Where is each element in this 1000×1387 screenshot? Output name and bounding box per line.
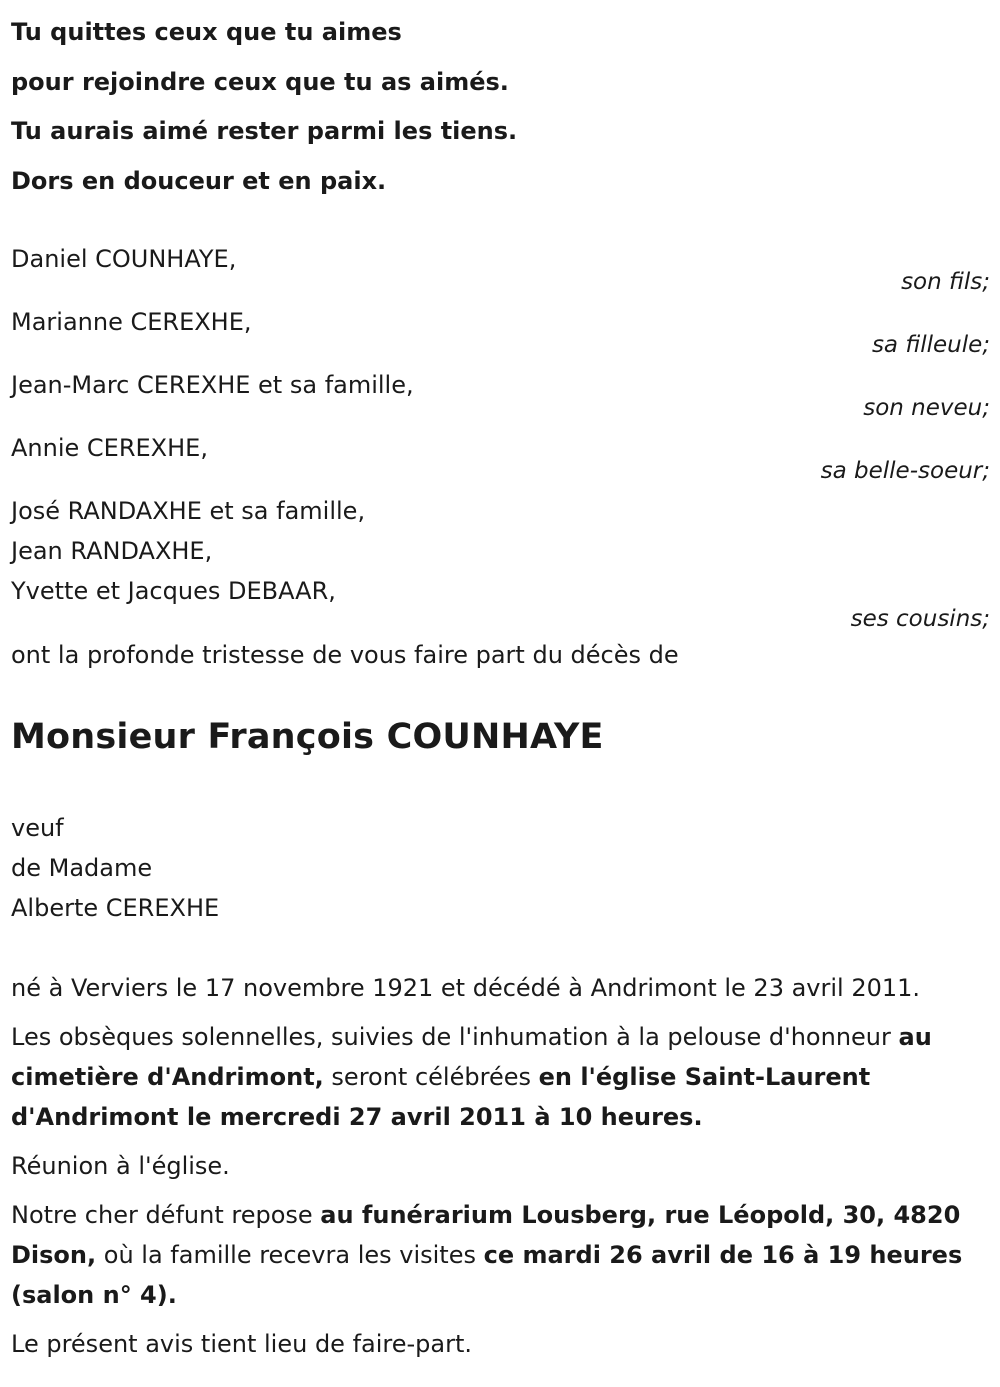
widow-line: de Madame [11, 854, 153, 882]
obituary-notice [11, 0, 990, 1364]
family-relation: son neveu; [863, 395, 990, 421]
visitation-details [11, 1195, 990, 1315]
family-relation: son fils; [901, 269, 990, 295]
family-relation: sa belle-soeur; [820, 458, 990, 484]
funeral-church-time: en l'église Saint-Laurent d'Andrimont le mercredi 27 avril 2011 à 10 heures. [11, 1063, 871, 1131]
family-member-name: Marianne CEREXHE, [11, 308, 252, 336]
birth-death-dates: né à Verviers le 17 novembre 1921 et décédé à Andrimont le 23 avril 2011. [11, 974, 921, 1002]
family-member-name: Annie CEREXHE, [11, 434, 208, 462]
family-relation: sa filleule; [871, 332, 990, 358]
visit-location: au funérarium Lousberg, rue Léopold, 30, 4820 Dison, [11, 1201, 961, 1269]
family-list [11, 239, 990, 635]
widow-info [11, 808, 990, 928]
reunion-note: Réunion à l'église. [11, 1152, 230, 1180]
family-group [11, 491, 990, 635]
funeral-details [11, 1017, 990, 1137]
deceased-name: Monsieur François COUNHAYE [11, 717, 604, 757]
poem [11, 8, 990, 206]
widow-line: veuf [11, 814, 64, 842]
family-member-name: Jean-Marc CEREXHE et sa famille, [11, 371, 414, 399]
family-member-name: José RANDAXHE et sa famille, [11, 497, 366, 525]
poem-line: Tu aurais aimé rester parmi les tiens. [11, 117, 518, 145]
poem-line: Dors en douceur et en paix. [11, 166, 387, 195]
widow-line: Alberte CEREXHE [11, 894, 220, 922]
poem-line: pour rejoindre ceux que tu as aimés. [11, 67, 509, 96]
family-member-name: Yvette et Jacques DEBAAR, [11, 577, 336, 605]
funeral-cemetery: au cimetière d'Andrimont, [11, 1023, 932, 1091]
family-member-name: Jean RANDAXHE, [11, 537, 213, 565]
funeral-text: seront célébrées [323, 1063, 539, 1091]
visit-time: ce mardi 26 avril de 16 à 19 heures (salon n° 4). [11, 1241, 963, 1309]
family-relation: ses cousins; [850, 606, 990, 632]
family-group [11, 365, 990, 428]
funeral-text: Les obsèques solennelles, suivies de l'inhumation à la pelouse d'honneur [11, 1023, 899, 1051]
closing-note: Le présent avis tient lieu de faire-part. [11, 1330, 473, 1358]
poem-line: Tu quittes ceux que tu aimes [11, 18, 402, 46]
family-group [11, 302, 990, 365]
visit-text: Notre cher défunt repose [11, 1201, 321, 1229]
announcement-intro: ont la profonde tristesse de vous faire part du décès de [11, 641, 679, 669]
visit-text: où la famille recevra les visites [96, 1241, 484, 1269]
family-member-name: Daniel COUNHAYE, [11, 245, 237, 273]
family-group [11, 428, 990, 491]
family-group [11, 239, 990, 302]
